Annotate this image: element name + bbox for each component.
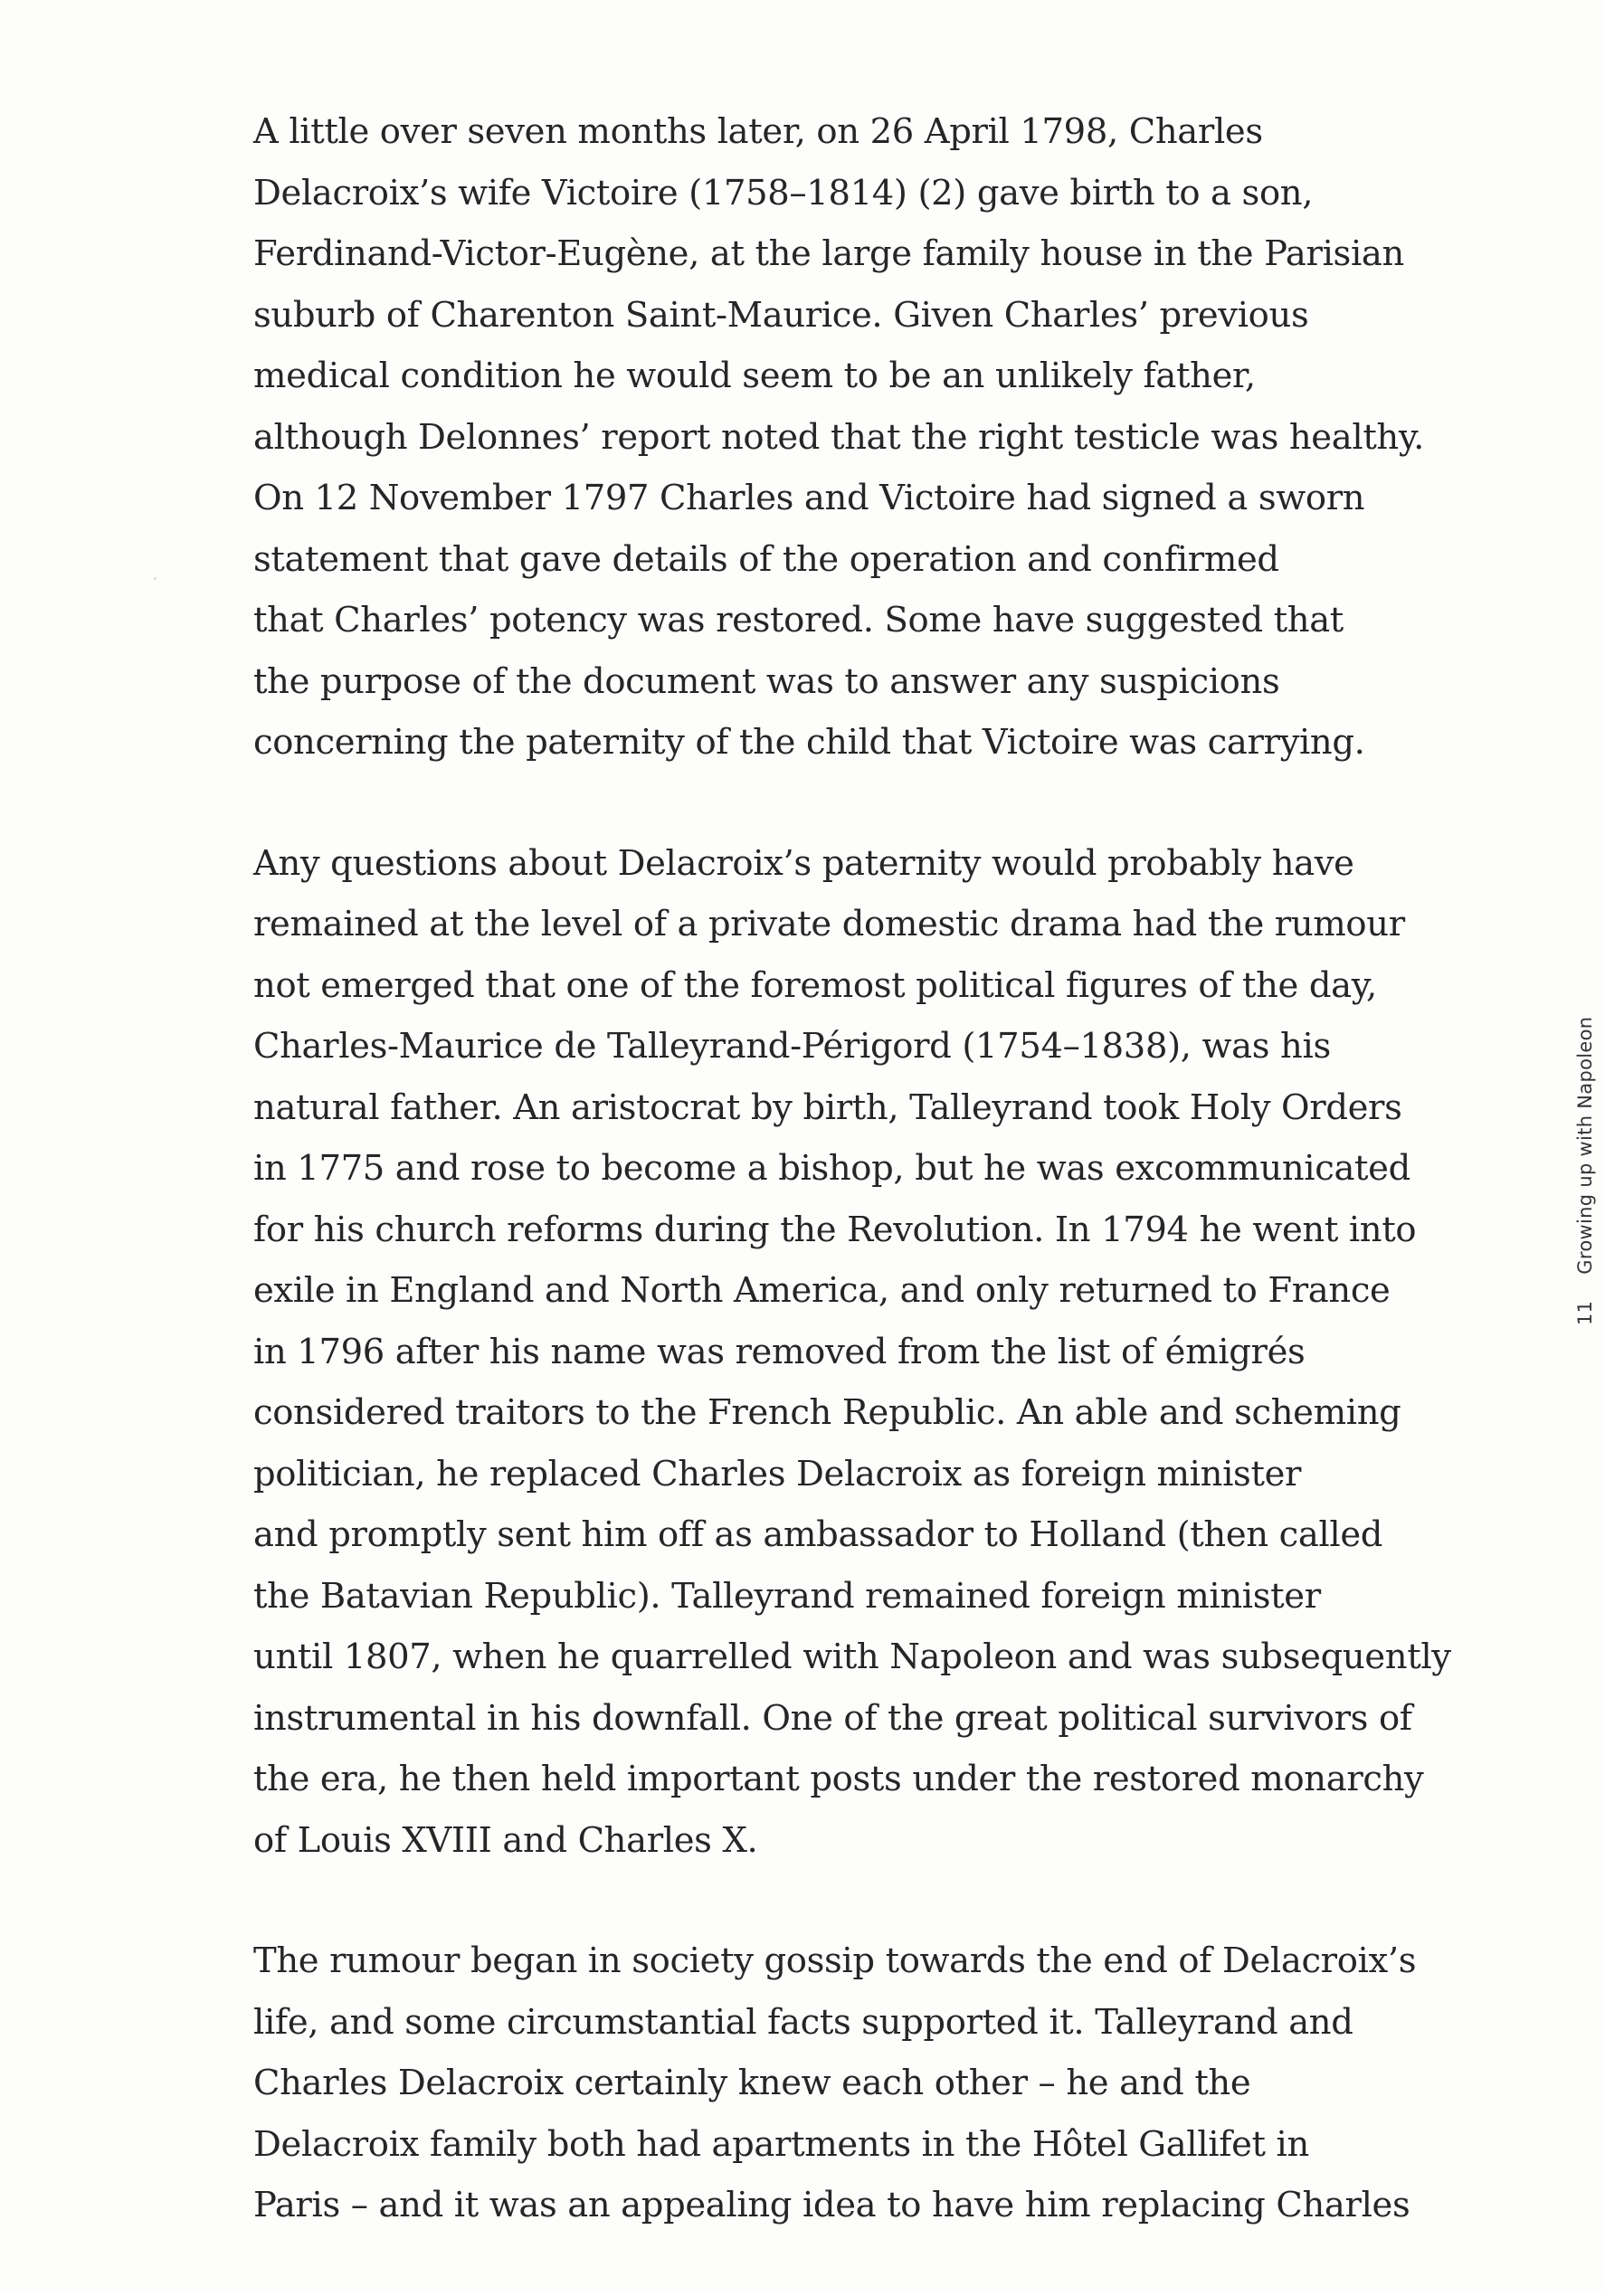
page-number: 11 [1574,1300,1596,1325]
text-line: and promptly sent him off as ambassador to Holland (then called [253,1514,1383,1555]
text-line: The rumour began in society gossip towards the end of Delacroix’s [253,1940,1417,1981]
text-line: remained at the level of a private domestic drama had the rumour [253,904,1405,944]
text-line: considered traitors to the French Republic. An able and scheming [253,1392,1401,1433]
running-head [1574,1017,1596,1325]
paper-speck [154,577,157,580]
text-line: Delacroix family both had apartments in the Hôtel Gallifet in [253,2123,1309,2165]
text-line: that Charles’ potency was restored. Some have suggested that [253,600,1344,640]
text-line: Charles-Maurice de Talleyrand-Périgord (1754–1838), was his [253,1026,1331,1067]
text-line: On 12 November 1797 Charles and Victoire had signed a sworn [253,478,1365,518]
text-line: not emerged that one of the foremost political figures of the day, [253,964,1377,1006]
text-line: although Delonnes’ report noted that the right testicle was healthy. [253,416,1425,458]
text-line: politician, he replaced Charles Delacroix as foreign minister [253,1453,1302,1494]
text-line: until 1807, when he quarrelled with Napoleon and was subsequently [253,1637,1451,1677]
text-line: in 1796 after his name was removed from the list of émigrés [253,1331,1306,1372]
text-line: the era, he then held important posts under the restored monarchy [253,1759,1424,1799]
text-line: Delacroix’s wife Victoire (1758–1814) (2) gave birth to a son, [253,172,1314,213]
text-line: of Louis XVIII and Charles X. [253,1819,758,1861]
text-line: the Batavian Republic). Talleyrand remained foreign minister [253,1575,1321,1617]
text-line: Charles Delacroix certainly knew each other – he and the [253,2063,1251,2103]
text-line: statement that gave details of the operation and confirmed [253,538,1279,580]
body-text [253,101,1451,2296]
paragraph-2 [253,833,1451,1872]
text-line: Any questions about Delacroix’s paternity would probably have [253,842,1354,884]
text-line: Paris – and it was an appealing idea to have him replacing Charles [253,2185,1410,2225]
text-line: concerning the paternity of the child that Victoire was carrying. [253,722,1365,763]
section-title: Growing up with Napoleon [1574,1016,1596,1275]
text-line: instrumental in his downfall. One of the great political survivors of [253,1697,1412,1739]
text-line: A little over seven months later, on 26 April 1798, Charles [253,111,1263,152]
text-line: natural father. An aristocrat by birth, Talleyrand took Holy Orders [253,1086,1402,1128]
text-line: for his church reforms during the Revolution. In 1794 he went into [253,1209,1417,1250]
text-line: in 1775 and rose to become a bishop, but he was excommunicated [253,1148,1410,1189]
paragraph-1 [253,101,1425,773]
text-line: exile in England and North America, and only returned to France [253,1270,1391,1311]
paragraph-3 [253,1931,1417,2236]
text-line: the purpose of the document was to answer any suspicions [253,660,1280,702]
text-line: life, and some circumstantial facts supported it. Talleyrand and [253,2001,1353,2043]
text-line: medical condition he would seem to be an unlikely father, [253,356,1256,396]
text-line: suburb of Charenton Saint-Maurice. Given Charles’ previous [253,294,1309,336]
text-line: Ferdinand-Victor-Eugène, at the large family house in the Parisian [253,233,1404,274]
